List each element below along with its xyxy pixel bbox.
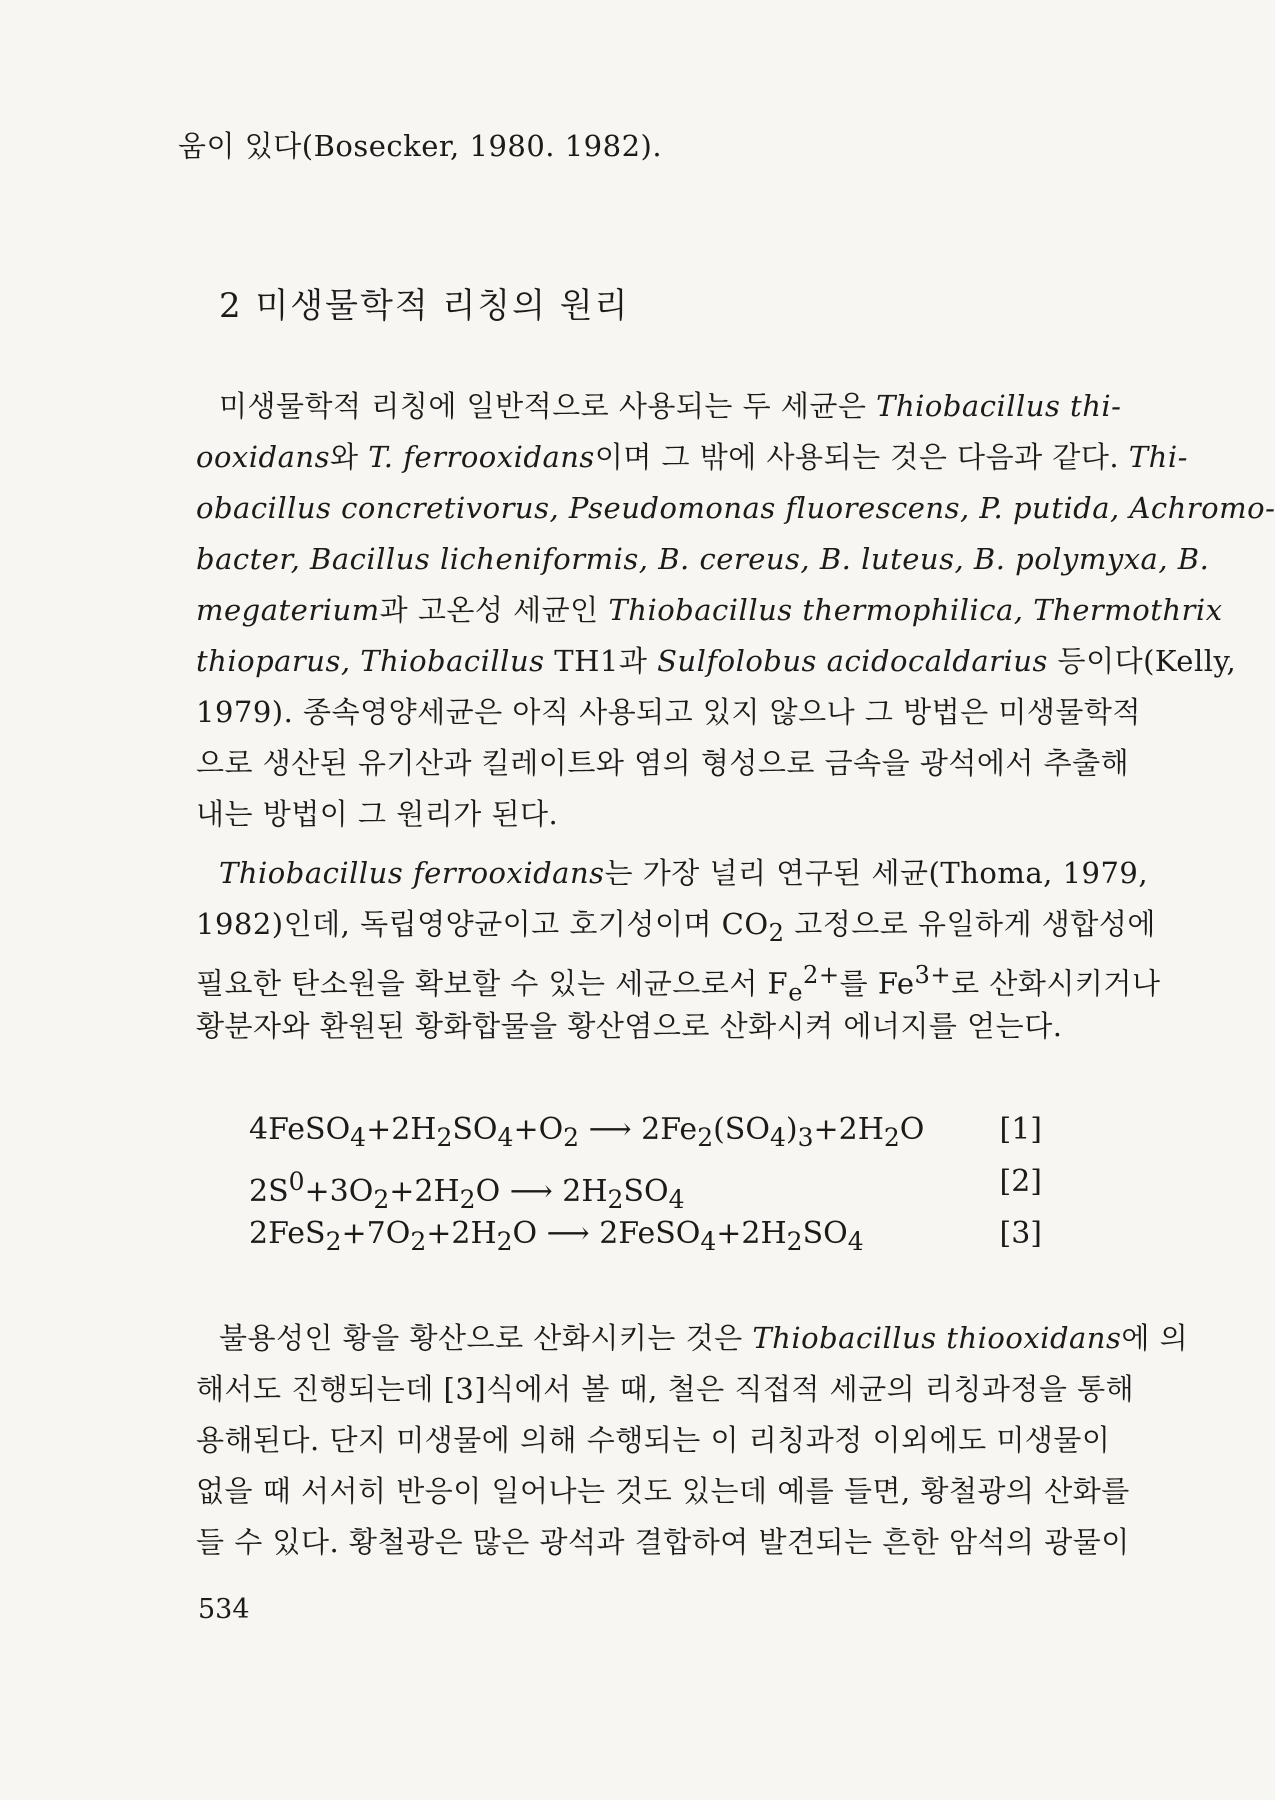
paragraph-line: 내는 방법이 그 원리가 된다. <box>196 797 559 831</box>
section-heading: 2 미생물학적 리칭의 원리 <box>219 286 630 326</box>
page-number: 534 <box>198 1594 250 1625</box>
paragraph-line: thioparus, Thiobacillus TH1과 Sulfolobus acidocaldarius 등이다(Kelly, <box>196 644 1237 678</box>
paragraph-line: 없을 때 서서히 반응이 일어나는 것도 있는데 예를 들면, 황철광의 산화를 <box>196 1474 1130 1508</box>
paragraph-line: 으로 생산된 유기산과 킬레이트와 염의 형성으로 금속을 광석에서 추출해 <box>196 746 1130 780</box>
equation-number: [1] <box>999 1112 1042 1147</box>
equation-2: $2S^0+3O_2+2H_2O$ ⟶ $2H_2SO_4$ <box>249 1167 685 1214</box>
equation-number: [2] <box>999 1164 1042 1199</box>
equation-3: $2FeS_2+7O_2+2H_2O$ ⟶ $2FeSO_4+2H_2SO_4$ <box>249 1216 864 1256</box>
paragraph-line: bacter, Bacillus licheniformis, B. cereus, B. luteus, B. polymyxa, B. <box>196 542 1210 576</box>
paragraph-line: 1979). 종속영양세균은 아직 사용되고 있지 않으나 그 방법은 미생물학적 <box>196 695 1141 729</box>
paragraph-line: 필요한 탄소원을 확보할 수 있는 세균으로서 $F_e^{2+}$를 $Fe^{3+}$로 산화시키거나 <box>196 961 1161 1007</box>
paragraph-line: 황분자와 환원된 황화합물을 황산염으로 산화시켜 에너지를 얻는다. <box>196 1009 1063 1043</box>
paragraph-line: 미생물학적 리칭에 일반적으로 사용되는 두 세균은 Thiobacillus thi- <box>219 389 1122 423</box>
paragraph-line: ooxidans와 T. ferrooxidans이며 그 밖에 사용되는 것은 다음과 같다. Thi- <box>196 440 1188 474</box>
paragraph-line: 용해된다. 단지 미생물에 의해 수행되는 이 리칭과정 이외에도 미생물이 <box>196 1423 1111 1457</box>
paragraph-line: Thiobacillus ferrooxidans는 가장 널리 연구된 세균(Thoma, 1979, <box>219 856 1149 890</box>
paragraph-line: obacillus concretivorus, Pseudomonas fluorescens, P. putida, Achromo- <box>196 491 1275 525</box>
paragraph-line: 해서도 진행되는데 [3]식에서 볼 때, 철은 직접적 세균의 리칭과정을 통해 <box>196 1372 1135 1406</box>
equation-number: [3] <box>999 1216 1042 1251</box>
paragraph-line: 불용성인 황을 황산으로 산화시키는 것은 Thiobacillus thiooxidans에 의 <box>219 1321 1189 1355</box>
paragraph-line: 들 수 있다. 황철광은 많은 광석과 결합하여 발견되는 흔한 암석의 광물이 <box>196 1525 1130 1559</box>
paragraph-line: 1982)인데, 독립영양균이고 호기성이며 $CO_2$ 고정으로 유일하게 생합성에 <box>196 907 1156 947</box>
continued-text-line: 움이 있다(Bosecker, 1980. 1982). <box>178 129 663 163</box>
equation-1: $4FeSO_4+2H_2SO_4+O_2$ ⟶ $2Fe_2(SO_4)_3+2H_2O$ <box>249 1112 925 1152</box>
paragraph-line: megaterium과 고온성 세균인 Thiobacillus thermophilica, Thermothrix <box>196 593 1223 627</box>
